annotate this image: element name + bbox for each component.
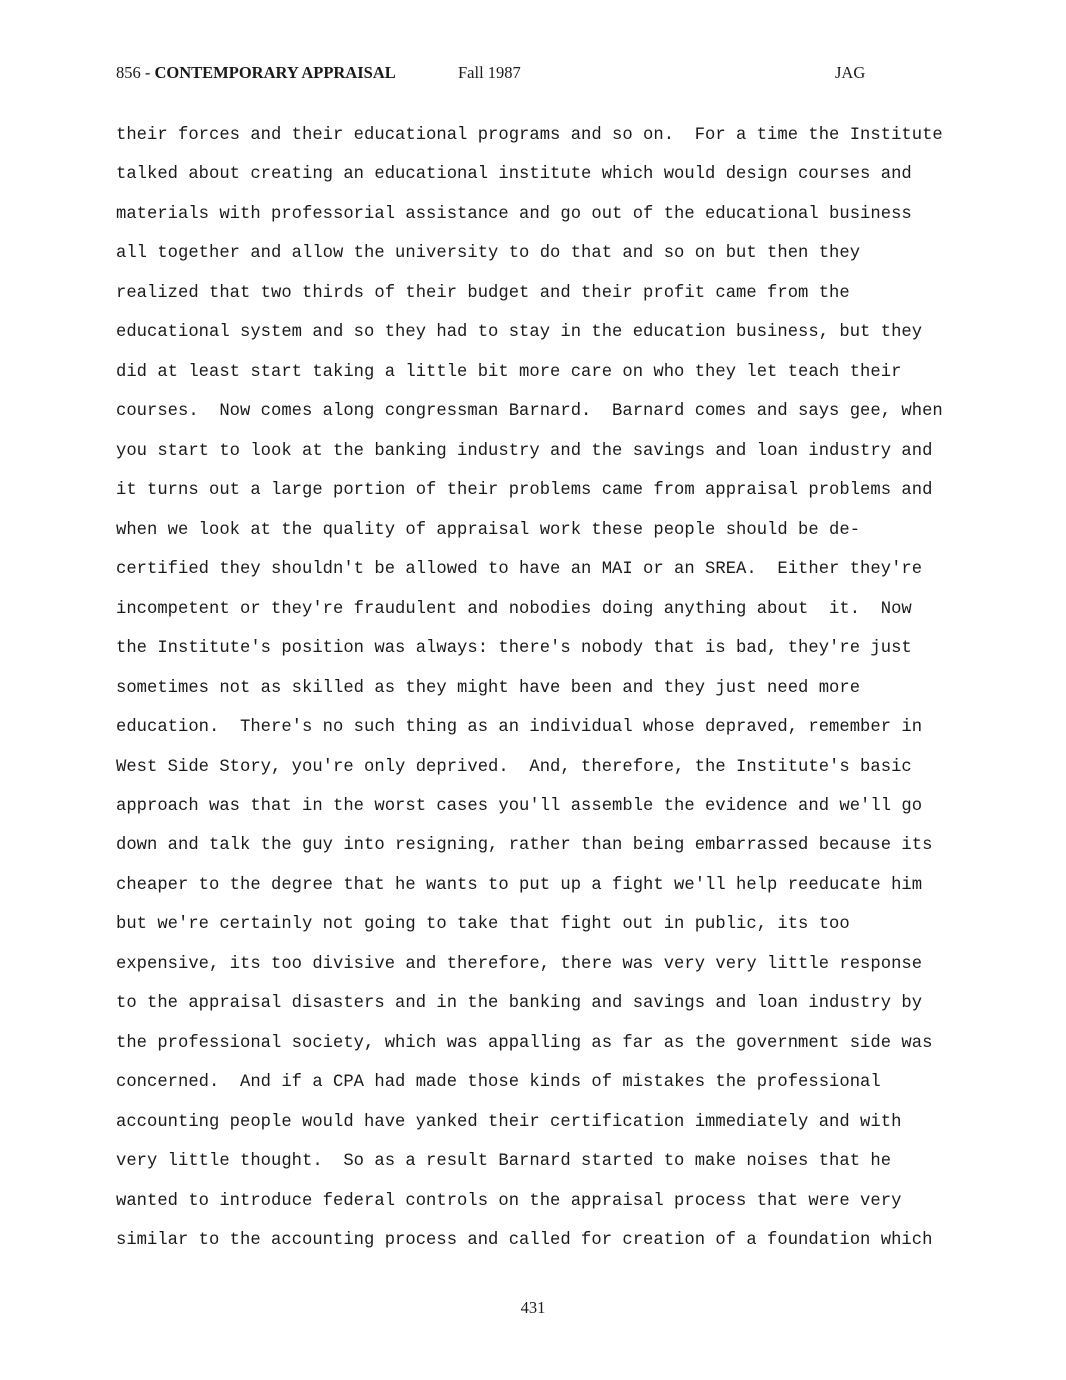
author-initials: JAG [835, 63, 866, 82]
text-line: their forces and their educational programs and so on. For a time the Institute [116, 126, 943, 145]
text-line: courses. Now comes along congressman Barnard. Barnard comes and says gee, when [116, 402, 943, 422]
text-line: very little thought. So as a result Barnard started to make noises that he [116, 1152, 892, 1172]
text-line: wanted to introduce federal controls on the appraisal process that were very [116, 1191, 902, 1211]
text-line: when we look at the quality of appraisal work these people should be de- [116, 520, 861, 540]
term: Fall 1987 [458, 63, 521, 82]
transcript-body [116, 123, 976, 1268]
text-line: the professional society, which was appalling as far as the government side was [116, 1033, 933, 1053]
text-line: sometimes not as skilled as they might have been and they just need more [116, 678, 861, 698]
text-line: to the appraisal disasters and in the banking and savings and loan industry by [116, 994, 923, 1014]
text-line: it turns out a large portion of their problems came from appraisal problems and [116, 481, 933, 501]
page-header [116, 61, 876, 85]
text-line: you start to look at the banking industry and the savings and loan industry and [116, 441, 933, 461]
text-line: accounting people would have yanked their certification immediately and with [116, 1112, 902, 1132]
text-line: concerned. And if a CPA had made those kinds of mistakes the professional [116, 1073, 881, 1093]
course-number: 856 - [116, 63, 151, 82]
text-line: realized that two thirds of their budget and their profit came from the [116, 283, 850, 303]
text-line: all together and allow the university to do that and so on but then they [116, 244, 861, 264]
course-title: CONTEMPORARY APPRAISAL [154, 63, 396, 82]
text-line: down and talk the guy into resigning, rather than being embarrassed because its [116, 836, 933, 856]
text-line: talked about creating an educational institute which would design courses and [116, 165, 912, 185]
text-line: incompetent or they're fraudulent and nobodies doing anything about it. Now [116, 599, 912, 619]
text-line: materials with professorial assistance and go out of the educational business [116, 204, 912, 224]
page-number: 431 [520, 1298, 546, 1317]
text-line: cheaper to the degree that he wants to put up a fight we'll help reeducate him [116, 875, 923, 895]
text-line: education. There's no such thing as an individual whose depraved, remember in [116, 718, 923, 738]
text-line: approach was that in the worst cases you'll assemble the evidence and we'll go [116, 796, 923, 816]
text-line: educational system and so they had to stay in the education business, but they [116, 323, 923, 343]
text-line: but we're certainly not going to take that fight out in public, its too [116, 915, 850, 935]
text-line: the Institute's position was always: there's nobody that is bad, they're just [116, 639, 912, 659]
text-line: similar to the accounting process and called for creation of a foundation which [116, 1231, 933, 1251]
course-heading [116, 61, 396, 85]
text-line: West Side Story, you're only deprived. And, therefore, the Institute's basic [116, 757, 912, 777]
text-line: certified they shouldn't be allowed to have an MAI or an SREA. Either they're [116, 560, 923, 580]
text-line: expensive, its too divisive and therefore, there was very very little response [116, 954, 923, 974]
text-line: did at least start taking a little bit more care on who they let teach their [116, 362, 902, 382]
